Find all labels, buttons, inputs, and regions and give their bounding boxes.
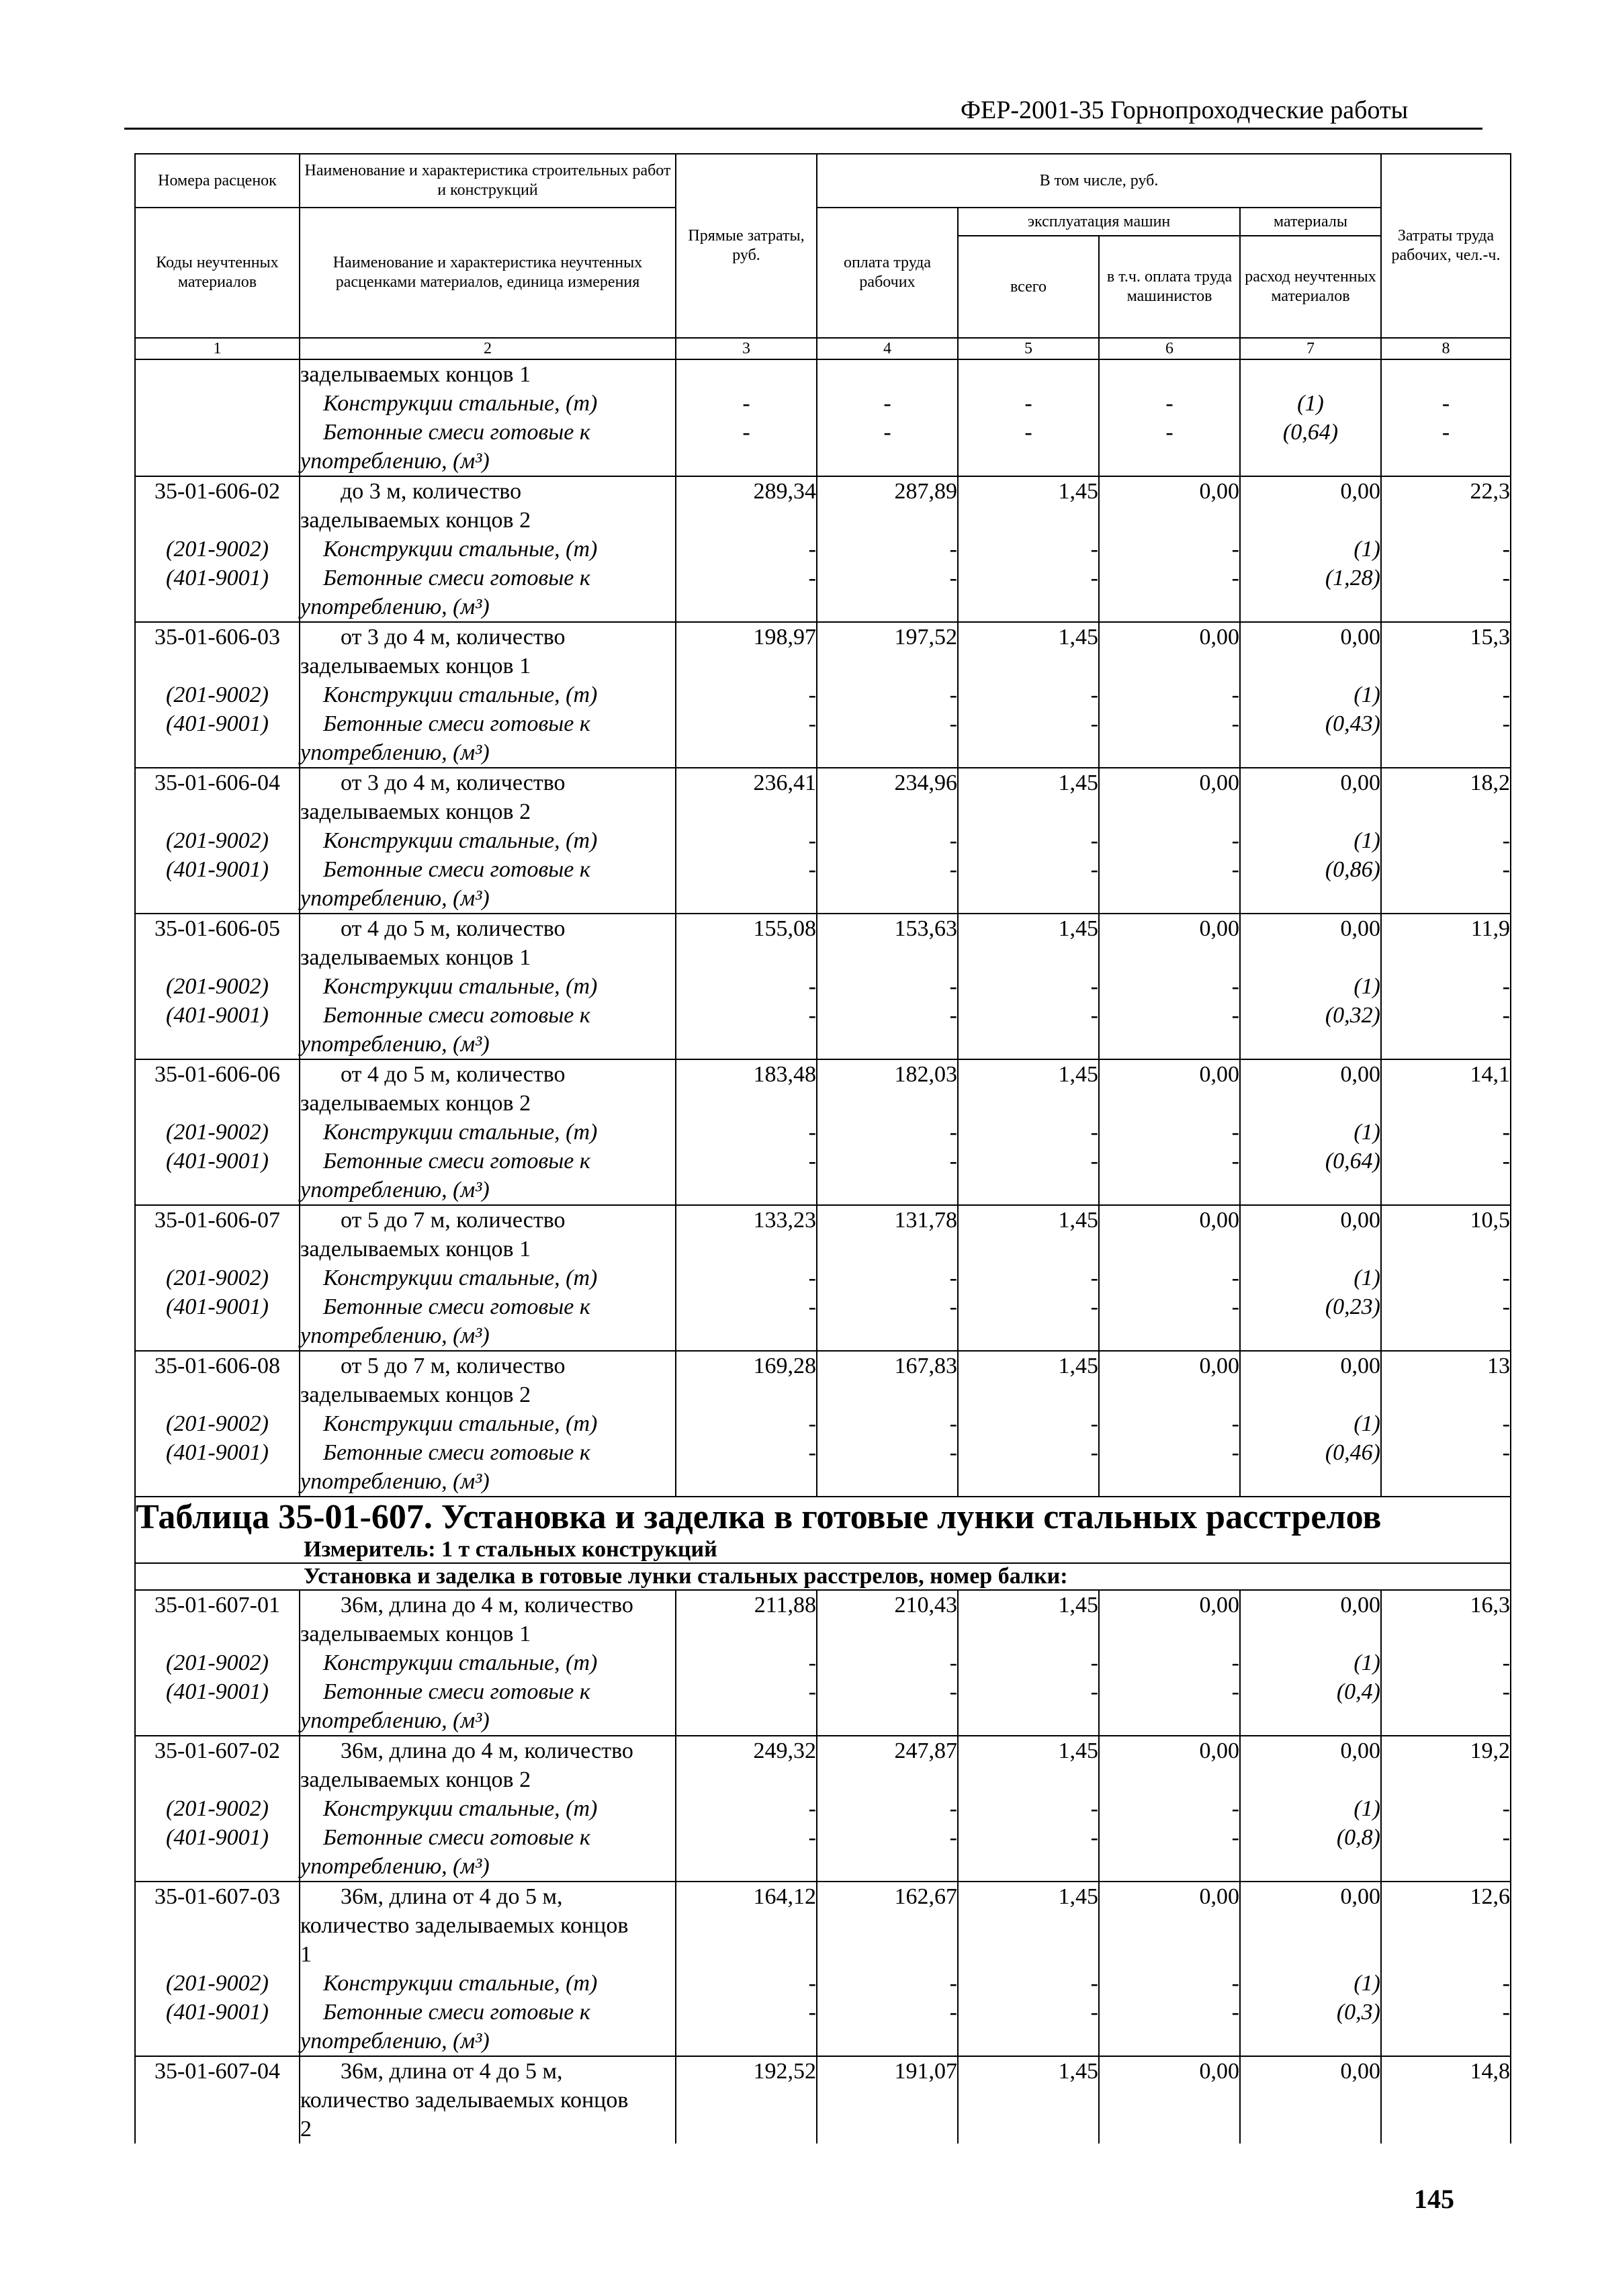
value-c8: 22,3 - - (1381, 476, 1511, 622)
table-row (135, 1736, 1511, 1882)
value-c5: 1,45 - - (958, 1736, 1099, 1882)
value-c4: 197,52 - - (817, 622, 958, 768)
value-c8: 14,8 (1381, 2056, 1511, 2144)
value-c8: 12,6 - - (1381, 1882, 1511, 2056)
work-description: 36м, длина от 4 до 5 м, количество заделываемых концов 2 (300, 2056, 676, 2144)
value-c3: 289,34 - - (676, 476, 817, 622)
value-c8: 15,3 - - (1381, 622, 1511, 768)
value-c7: 0,00 (1) (0,23) (1240, 1205, 1381, 1351)
work-description: 36м, длина до 4 м, количество заделываемых концов 1 Конструкции стальные, (т) Бетонные смеси готовые к употреблению, (м³) (300, 1590, 676, 1736)
column-number: 1 (135, 338, 300, 359)
rate-code: 35-01-607-02 (201-9002) (401-9001) (135, 1736, 300, 1882)
column-number: 2 (300, 338, 676, 359)
value-c3: 155,08 - - (676, 914, 817, 1059)
section-title: Таблица 35-01-607. Установка и заделка в готовые лунки стальных расстрелов (135, 1497, 1511, 1537)
value-c6: 0,00 - - (1099, 1205, 1240, 1351)
work-description: 36м, длина до 4 м, количество заделываемых концов 2 Конструкции стальные, (т) Бетонные смеси готовые к употреблению, (м³) (300, 1736, 676, 1882)
value-c8: 10,5 - - (1381, 1205, 1511, 1351)
header-in-total: В том числе, руб. (817, 154, 1381, 208)
header-col1-bottom: Коды неучтенных материалов (135, 208, 300, 338)
table-row (135, 914, 1511, 1059)
column-number: 6 (1099, 338, 1240, 359)
header-col3: Прямые затраты, руб. (676, 154, 817, 338)
value-c7: 0,00 (1) (1,28) (1240, 476, 1381, 622)
header-machines: эксплуатация машин (958, 208, 1240, 236)
value-c7: 0,00 (1) (0,4) (1240, 1590, 1381, 1736)
column-number: 3 (676, 338, 817, 359)
value-c3: 211,88 - - (676, 1590, 817, 1736)
value-c8: 19,2 - - (1381, 1736, 1511, 1882)
value-c5: 1,45 - - (958, 1351, 1099, 1497)
work-description: до 3 м, количество заделываемых концов 2 Конструкции стальные, (т) Бетонные смеси готовые к употреблению, (м³) (300, 476, 676, 622)
value-c3: 249,32 - - (676, 1736, 817, 1882)
value-c6: 0,00 - - (1099, 622, 1240, 768)
value-c3: 192,52 (676, 2056, 817, 2144)
value-c5: 1,45 - - (958, 1882, 1099, 2056)
value-c5: 1,45 - - (958, 1059, 1099, 1205)
table-row (135, 1059, 1511, 1205)
value-c8: 18,2 - - (1381, 768, 1511, 914)
value-c5: 1,45 - - (958, 768, 1099, 914)
section-title-row (135, 1497, 1511, 1537)
value-c7: 0,00 (1) (0,32) (1240, 914, 1381, 1059)
value-c7: 0,00 (1) (0,3) (1240, 1882, 1381, 2056)
work-description: от 4 до 5 м, количество заделываемых концов 1 Конструкции стальные, (т) Бетонные смеси готовые к употреблению, (м³) (300, 914, 676, 1059)
value-c3: 183,48 - - (676, 1059, 817, 1205)
value-c6: 0,00 - - (1099, 1059, 1240, 1205)
work-description: от 3 до 4 м, количество заделываемых концов 1 Конструкции стальные, (т) Бетонные смеси готовые к употреблению, (м³) (300, 622, 676, 768)
rate-code: 35-01-606-05 (201-9002) (401-9001) (135, 914, 300, 1059)
value-c5: 1,45 - - (958, 914, 1099, 1059)
table-row (135, 1590, 1511, 1736)
value-c3: 133,23 - - (676, 1205, 817, 1351)
value-c4: 153,63 - - (817, 914, 958, 1059)
value-c3: 164,12 - - (676, 1882, 817, 2056)
value-c3: 236,41 - - (676, 768, 817, 914)
column-number: 7 (1240, 338, 1381, 359)
rate-code: 35-01-607-01 (201-9002) (401-9001) (135, 1590, 300, 1736)
table-row (135, 476, 1511, 622)
value-c7: 0,00 (1) (0,86) (1240, 768, 1381, 914)
rate-code: 35-01-606-08 (201-9002) (401-9001) (135, 1351, 300, 1497)
table-row (135, 768, 1511, 914)
value-c5: 1,45 - - (958, 476, 1099, 622)
value-c4: 210,43 - - (817, 1590, 958, 1736)
value-c4: 247,87 - - (817, 1736, 958, 1882)
value-c4: 191,07 (817, 2056, 958, 2144)
table-row: заделываемых концов 1 Конструкции стальные, (т) Бетонные смеси готовые к употреблению, (м³) - - - - - - - - (1) (0,64) - - (135, 359, 1511, 476)
header-col1-top: Номера расценок (135, 154, 300, 208)
value-c8: 16,3 - - (1381, 1590, 1511, 1736)
rate-code: 35-01-607-03 (201-9002) (401-9001) (135, 1882, 300, 2056)
rate-code: 35-01-606-02 (201-9002) (401-9001) (135, 476, 300, 622)
value-c4: 167,83 - - (817, 1351, 958, 1497)
value-c8: 13 - - (1381, 1351, 1511, 1497)
value-c5: 1,45 - - (958, 622, 1099, 768)
meter-label: Измеритель: 1 т стальных конструкций (300, 1537, 1511, 1563)
column-number-row (135, 338, 1511, 359)
value-c8: 11,9 - - (1381, 914, 1511, 1059)
rate-code: 35-01-606-07 (201-9002) (401-9001) (135, 1205, 300, 1351)
running-header: ФЕР-2001-35 Горнопроходческие работы (961, 96, 1409, 124)
value-c4: 234,96 - - (817, 768, 958, 914)
column-number: 8 (1381, 338, 1511, 359)
rate-code: 35-01-607-04 (135, 2056, 300, 2144)
section-subtitle: Установка и заделка в готовые лунки стальных расстрелов, номер балки: (300, 1563, 1511, 1590)
header-col2-bottom: Наименование и характеристика неучтенных расценками материалов, единица измерения (300, 208, 676, 338)
value-c4: 162,67 - - (817, 1882, 958, 2056)
work-description: 36м, длина от 4 до 5 м, количество заделываемых концов 1 Конструкции стальные, (т) Бетонные смеси готовые к употреблению, (м³) (300, 1882, 676, 2056)
price-table (134, 153, 1511, 2144)
value-c5: 1,45 - - (958, 1205, 1099, 1351)
rate-code: 35-01-606-04 (201-9002) (401-9001) (135, 768, 300, 914)
work-description: от 3 до 4 м, количество заделываемых концов 2 Конструкции стальные, (т) Бетонные смеси готовые к употреблению, (м³) (300, 768, 676, 914)
header-col2-top: Наименование и характеристика строительных работ и конструкций (300, 154, 676, 208)
value-c6: 0,00 - - (1099, 1736, 1240, 1882)
header-col7: расход неучтенных материалов (1240, 236, 1381, 338)
value-c7: 0,00 (1) (0,64) (1240, 1059, 1381, 1205)
rate-code: 35-01-606-03 (201-9002) (401-9001) (135, 622, 300, 768)
column-number: 5 (958, 338, 1099, 359)
header-col4: оплата труда рабочих (817, 208, 958, 338)
value-c6: 0,00 - - (1099, 914, 1240, 1059)
column-number: 4 (817, 338, 958, 359)
value-c4: 182,03 - - (817, 1059, 958, 1205)
value-c6: 0,00 - - (1099, 1882, 1240, 2056)
value-c7: 0,00 (1) (0,43) (1240, 622, 1381, 768)
header-col8: Затраты труда рабочих, чел.-ч. (1381, 154, 1511, 338)
header-materials: материалы (1240, 208, 1381, 236)
rate-code: 35-01-606-06 (201-9002) (401-9001) (135, 1059, 300, 1205)
value-c3: 169,28 - - (676, 1351, 817, 1497)
table-row (135, 2056, 1511, 2144)
work-description: от 5 до 7 м, количество заделываемых концов 1 Конструкции стальные, (т) Бетонные смеси готовые к употреблению, (м³) (300, 1205, 676, 1351)
work-description: заделываемых концов 1 Конструкции стальные, (т) Бетонные смеси готовые к употреблению, (м³) (300, 359, 676, 476)
table-row (135, 1351, 1511, 1497)
value-c4: 131,78 - - (817, 1205, 958, 1351)
value-c7: 0,00 (1) (0,46) (1240, 1351, 1381, 1497)
value-c6: 0,00 (1099, 2056, 1240, 2144)
header-rule (124, 128, 1482, 130)
value-c6: 0,00 - - (1099, 1590, 1240, 1736)
table-row (135, 1882, 1511, 2056)
value-c3: 198,97 - - (676, 622, 817, 768)
page-number: 145 (1414, 2184, 1454, 2214)
value-c6: 0,00 - - (1099, 768, 1240, 914)
value-c6: 0,00 - - (1099, 1351, 1240, 1497)
header-col6: в т.ч. оплата труда машинистов (1099, 236, 1240, 338)
table-row (135, 622, 1511, 768)
subtitle-row (135, 1563, 1511, 1590)
value-c6: 0,00 - - (1099, 476, 1240, 622)
value-c7: 0,00 (1) (0,8) (1240, 1736, 1381, 1882)
value-c5: 1,45 - - (958, 1590, 1099, 1736)
value-c8: 14,1 - - (1381, 1059, 1511, 1205)
work-description: от 5 до 7 м, количество заделываемых концов 2 Конструкции стальные, (т) Бетонные смеси готовые к употреблению, (м³) (300, 1351, 676, 1497)
work-description: от 4 до 5 м, количество заделываемых концов 2 Конструкции стальные, (т) Бетонные смеси готовые к употреблению, (м³) (300, 1059, 676, 1205)
header-col5: всего (958, 236, 1099, 338)
table-row (135, 1205, 1511, 1351)
value-c4: 287,89 - - (817, 476, 958, 622)
value-c5: 1,45 (958, 2056, 1099, 2144)
value-c7: 0,00 (1240, 2056, 1381, 2144)
meter-row (135, 1537, 1511, 1563)
